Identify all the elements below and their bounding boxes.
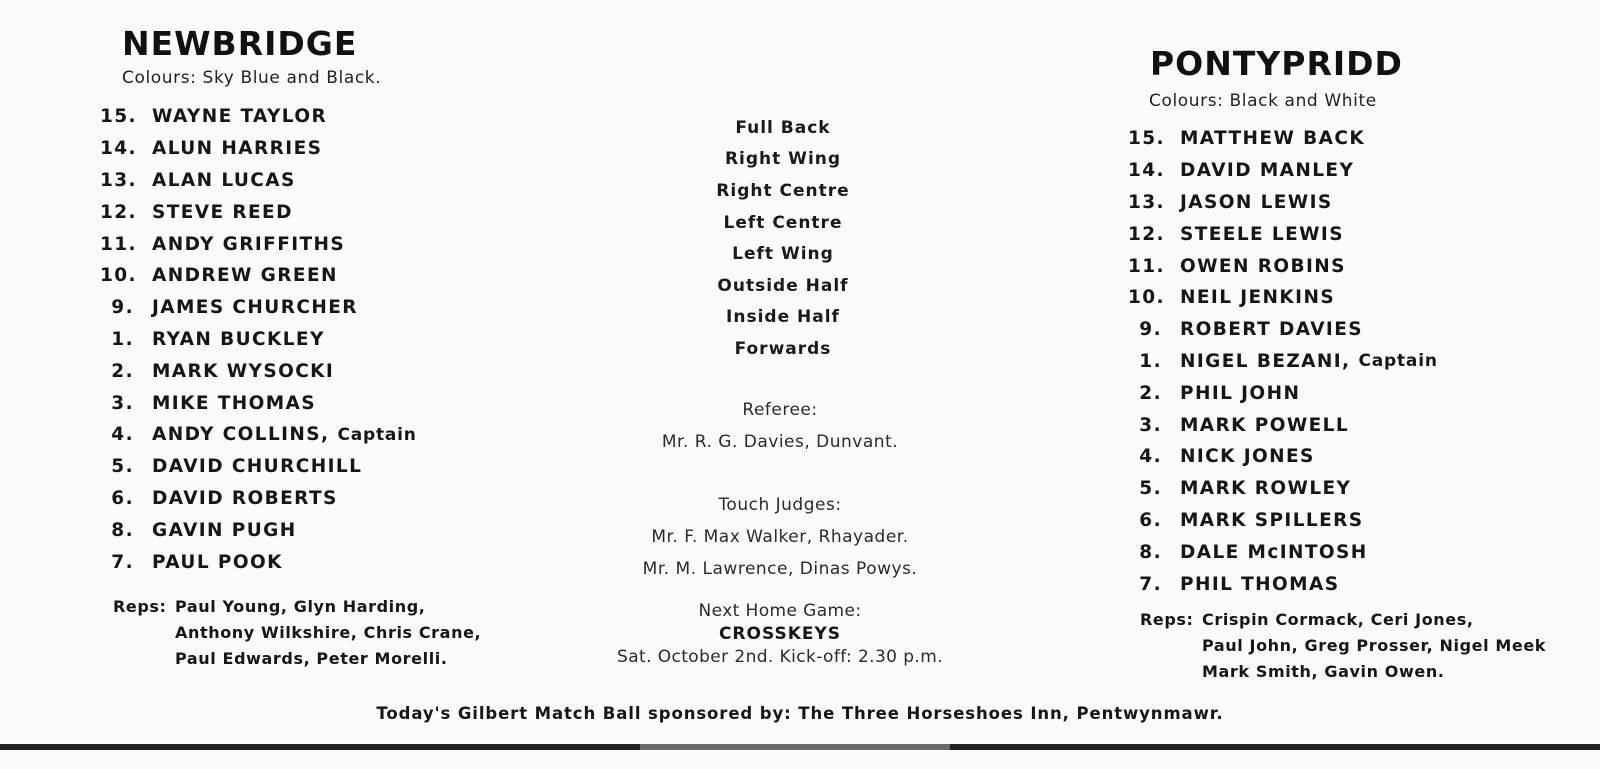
position-label: Forwards	[734, 338, 832, 359]
player-number: 11.	[1128, 255, 1165, 277]
player-number: 10.	[100, 265, 137, 287]
home-team-lineup	[100, 101, 540, 578]
player-row	[1128, 441, 1568, 473]
player-row	[1128, 505, 1568, 537]
position-label: Full Back	[735, 117, 831, 138]
player-number: 12.	[1128, 223, 1165, 245]
player-name: NIGEL BEZANI,	[1180, 350, 1351, 372]
touch-judge-1: Mr. F. Max Walker, Rhayader.	[651, 527, 909, 547]
player-row	[100, 101, 540, 133]
reps-line: Paul John, Greg Prosser, Nigel Meek	[1202, 636, 1547, 655]
player-row	[1128, 314, 1568, 346]
player-number: 14.	[100, 138, 137, 160]
next-home-game	[580, 600, 980, 669]
reps-names	[175, 594, 481, 672]
player-row	[100, 483, 540, 515]
position-label: Left Centre	[723, 212, 843, 233]
player-number: 8.	[1139, 541, 1162, 563]
player-number: 3.	[1139, 414, 1162, 436]
captain-note: Captain	[337, 424, 417, 445]
player-number: 2.	[1139, 382, 1162, 404]
away-team-reps	[1140, 607, 1595, 687]
player-row	[1128, 250, 1568, 282]
player-row	[100, 514, 540, 546]
player-name: ANDY GRIFFITHS	[152, 233, 346, 255]
player-name: STEELE LEWIS	[1180, 223, 1344, 245]
player-name: PAUL POOK	[152, 551, 283, 573]
player-name: DAVID MANLEY	[1180, 160, 1355, 182]
reps-line: Mark Smith, Gavin Owen.	[1202, 662, 1445, 681]
player-row	[1128, 187, 1568, 219]
player-name: WAYNE TAYLOR	[152, 106, 328, 128]
home-team-colours: Colours: Sky Blue and Black.	[122, 68, 382, 88]
player-number: 4.	[1139, 446, 1162, 468]
player-row	[100, 419, 540, 451]
referee-name: Mr. R. G. Davies, Dunvant.	[661, 432, 899, 452]
player-name: ANDREW GREEN	[152, 265, 338, 287]
player-name: OWEN ROBINS	[1180, 255, 1346, 277]
player-number: 6.	[1139, 509, 1162, 531]
player-number: 5.	[111, 456, 134, 478]
positions-list	[663, 112, 903, 365]
reps-names	[1202, 607, 1546, 685]
player-number: 8.	[111, 519, 134, 541]
player-row	[100, 196, 540, 228]
player-number: 15.	[1128, 128, 1165, 150]
home-team-name: NEWBRIDGE	[122, 24, 358, 63]
player-row	[1128, 218, 1568, 250]
player-name: DAVID ROBERTS	[152, 487, 338, 509]
player-name: MIKE THOMAS	[152, 392, 316, 414]
player-name: ALUN HARRIES	[152, 138, 323, 160]
player-row	[100, 324, 540, 356]
player-row	[100, 228, 540, 260]
reps-line: Paul Edwards, Peter Morelli.	[175, 649, 448, 668]
player-number: 7.	[111, 551, 134, 573]
player-number: 12.	[100, 201, 137, 223]
touch-judges-block	[580, 489, 980, 585]
player-row	[1128, 409, 1568, 441]
player-row	[1128, 568, 1568, 600]
touch-judge-2: Mr. M. Lawrence, Dinas Powys.	[642, 559, 918, 579]
player-name: DALE McINTOSH	[1180, 541, 1368, 563]
player-row	[100, 292, 540, 324]
player-row	[100, 387, 540, 419]
player-number: 14.	[1128, 160, 1165, 182]
player-name: PHIL JOHN	[1180, 382, 1301, 404]
player-number: 13.	[100, 169, 137, 191]
player-row	[1128, 473, 1568, 505]
player-number: 15.	[100, 106, 137, 128]
player-name: ANDY COLLINS,	[152, 424, 330, 446]
away-team-lineup	[1128, 123, 1568, 600]
player-name: ROBERT DAVIES	[1180, 319, 1363, 341]
referee-block	[580, 394, 980, 458]
player-name: MARK WYSOCKI	[152, 360, 335, 382]
reps-label: Reps:	[1140, 610, 1194, 629]
player-row	[1128, 377, 1568, 409]
player-number: 6.	[111, 487, 134, 509]
position-label: Left Wing	[732, 244, 834, 265]
player-name: MARK ROWLEY	[1180, 478, 1352, 500]
player-name: MATTHEW BACK	[1180, 128, 1366, 150]
player-number: 13.	[1128, 191, 1165, 213]
player-name: JASON LEWIS	[1180, 191, 1333, 213]
player-row	[1128, 536, 1568, 568]
player-row	[100, 451, 540, 483]
player-name: ALAN LUCAS	[152, 169, 296, 191]
reps-label: Reps:	[113, 597, 167, 616]
player-name: RYAN BUCKLEY	[152, 328, 325, 350]
position-label: Right Centre	[716, 180, 850, 201]
page-bottom-rule-fade	[640, 744, 950, 750]
position-label: Outside Half	[717, 275, 849, 296]
player-name: DAVID CHURCHILL	[152, 456, 363, 478]
player-row	[1128, 282, 1568, 314]
player-number: 2.	[111, 360, 134, 382]
player-number: 5.	[1139, 478, 1162, 500]
player-number: 11.	[100, 233, 137, 255]
reps-line: Crispin Cormack, Ceri Jones,	[1202, 610, 1474, 629]
player-row	[1128, 346, 1568, 378]
position-label: Inside Half	[726, 307, 840, 328]
player-name: MARK SPILLERS	[1180, 509, 1364, 531]
player-row	[100, 355, 540, 387]
player-number: 7.	[1139, 573, 1162, 595]
player-number: 1.	[111, 328, 134, 350]
next-game-opponent: CROSSKEYS	[718, 624, 842, 644]
player-row	[100, 133, 540, 165]
home-team-reps	[113, 594, 553, 674]
touch-judges-label: Touch Judges:	[718, 495, 842, 515]
captain-note: Captain	[1358, 351, 1438, 372]
reps-line: Anthony Wilkshire, Chris Crane,	[175, 623, 482, 642]
player-name: STEVE REED	[152, 201, 293, 223]
player-name: GAVIN PUGH	[152, 519, 297, 541]
player-row	[100, 546, 540, 578]
reps-line: Paul Young, Glyn Harding,	[175, 597, 426, 616]
player-number: 4.	[111, 424, 134, 446]
player-name: NICK JONES	[1180, 446, 1315, 468]
player-name: JAMES CHURCHER	[152, 297, 358, 319]
player-number: 10.	[1128, 287, 1165, 309]
player-number: 1.	[1139, 350, 1162, 372]
player-number: 9.	[111, 297, 134, 319]
player-row	[100, 165, 540, 197]
player-row	[1128, 123, 1568, 155]
player-name: MARK POWELL	[1180, 414, 1350, 436]
ball-sponsor-line: Today's Gilbert Match Ball sponsored by: The Three Horseshoes Inn, Pentwynmawr.	[376, 704, 1224, 723]
player-row	[100, 260, 540, 292]
player-name: NEIL JENKINS	[1180, 287, 1336, 309]
away-team-colours: Colours: Black and White	[1149, 91, 1377, 111]
next-game-label: Next Home Game:	[698, 601, 862, 621]
position-label: Right Wing	[724, 149, 842, 170]
referee-label: Referee:	[742, 400, 818, 420]
player-name: PHIL THOMAS	[1180, 573, 1340, 595]
player-number: 3.	[111, 392, 134, 414]
away-team-name: PONTYPRIDD	[1150, 44, 1403, 83]
next-game-details: Sat. October 2nd. Kick-off: 2.30 p.m.	[617, 647, 943, 667]
player-number: 9.	[1139, 319, 1162, 341]
player-row	[1128, 155, 1568, 187]
